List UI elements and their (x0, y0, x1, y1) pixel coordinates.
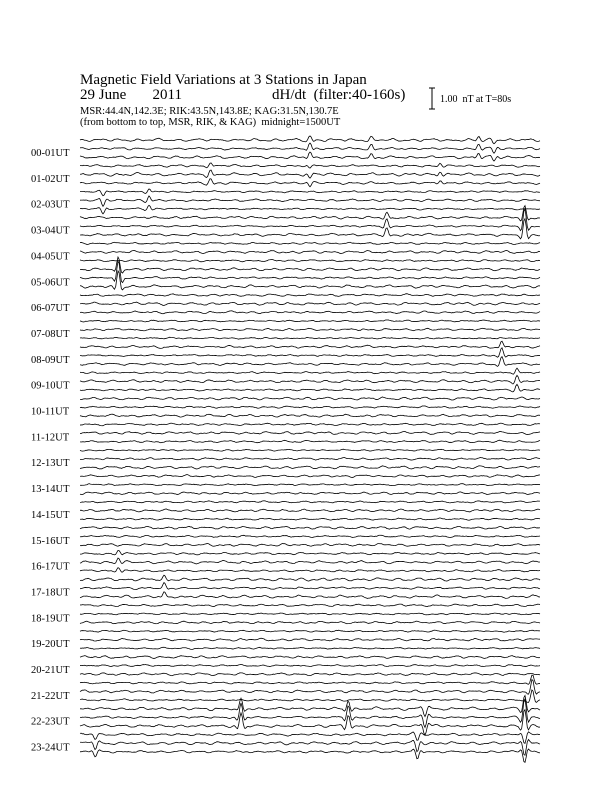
hour-label-group (31, 148, 70, 754)
trace-kag-hour-8 (80, 341, 540, 348)
scale-bar (429, 88, 435, 109)
trace-msr-hour-16 (80, 568, 540, 572)
trace-msr-hour-18 (80, 621, 540, 624)
trace-rik-hour-6 (80, 302, 540, 305)
trace-msr-hour-6 (80, 311, 540, 314)
trace-rik-hour-13 (80, 484, 540, 486)
trace-msr-hour-8 (80, 357, 540, 367)
trace-msr-hour-15 (80, 544, 540, 547)
hour-label: 01-02UT (31, 173, 70, 185)
hour-label: 03-04UT (31, 225, 70, 237)
trace-msr-hour-22 (80, 710, 540, 736)
trace-msr-hour-12 (80, 466, 540, 469)
trace-rik-hour-17 (80, 583, 540, 590)
trace-kag-hour-1 (80, 163, 540, 168)
hour-label: 02-03UT (31, 199, 70, 211)
trace-kag-hour-21 (80, 675, 540, 684)
trace-kag-hour-13 (80, 475, 540, 478)
trace-rik-hour-12 (80, 458, 540, 461)
trace-msr-hour-0 (80, 152, 540, 161)
trace-rik-hour-20 (80, 664, 540, 666)
trace-rik-hour-22 (80, 699, 540, 727)
hour-label: 13-14UT (31, 484, 70, 496)
trace-msr-hour-3 (80, 219, 540, 239)
trace-kag-hour-6 (80, 294, 540, 297)
scale-label: 1.00 nT at T=80s (440, 94, 512, 105)
trace-msr-hour-9 (80, 384, 540, 392)
trace-rik-hour-16 (80, 558, 540, 564)
chart-date: 29 June 2011 (80, 87, 182, 103)
trace-rik-hour-10 (80, 406, 540, 408)
trace-kag-hour-16 (80, 550, 540, 554)
station-coordinates: MSR:44.4N,142.3E; RIK:43.5N,143.8E; KAG:31.5N,130.7E (80, 106, 339, 117)
hour-label: 18-19UT (31, 613, 70, 625)
trace-rik-hour-1 (80, 170, 540, 178)
trace-msr-hour-10 (80, 414, 540, 417)
trace-kag-hour-9 (80, 368, 540, 374)
trace-msr-hour-20 (80, 673, 540, 676)
trace-kag-hour-11 (80, 423, 540, 426)
hour-label: 06-07UT (31, 303, 70, 315)
trace-msr-hour-2 (80, 205, 540, 214)
trace-msr-hour-11 (80, 440, 540, 443)
trace-kag-hour-18 (80, 604, 540, 607)
trace-group (80, 136, 540, 762)
trace-rik-hour-21 (80, 680, 540, 695)
trace-msr-hour-17 (80, 592, 540, 599)
hour-label: 14-15UT (31, 509, 70, 521)
trace-kag-hour-4 (80, 242, 540, 244)
hour-label: 22-23UT (31, 716, 70, 728)
trace-rik-hour-7 (80, 328, 540, 331)
trace-msr-hour-13 (80, 492, 540, 495)
trace-msr-hour-5 (80, 271, 540, 290)
trace-msr-hour-23 (80, 749, 540, 762)
trace-rik-hour-23 (80, 740, 540, 756)
trace-order-note: (from bottom to top, MSR, RIK, & KAG) midnight=1500UT (80, 117, 341, 128)
trace-kag-hour-15 (80, 526, 540, 529)
hour-label: 23-24UT (31, 742, 70, 754)
trace-kag-hour-14 (80, 501, 540, 503)
trace-msr-hour-4 (80, 260, 540, 262)
trace-rik-hour-9 (80, 375, 540, 383)
hour-label: 11-12UT (31, 432, 70, 444)
hour-label: 08-09UT (31, 354, 70, 366)
trace-rik-hour-15 (80, 535, 540, 537)
trace-rik-hour-5 (80, 261, 540, 282)
hour-label: 05-06UT (31, 277, 70, 289)
trace-rik-hour-8 (80, 348, 540, 357)
hour-label: 15-16UT (31, 535, 70, 547)
trace-kag-hour-22 (80, 696, 540, 717)
hour-label: 17-18UT (31, 587, 70, 599)
trace-kag-hour-2 (80, 189, 540, 196)
trace-kag-hour-17 (80, 575, 540, 581)
trace-msr-hour-1 (80, 179, 540, 187)
trace-rik-hour-4 (80, 250, 540, 253)
hour-label: 04-05UT (31, 251, 70, 263)
hour-label: 21-22UT (31, 690, 70, 702)
hour-label: 00-01UT (31, 148, 70, 159)
trace-kag-hour-7 (80, 320, 540, 322)
hour-label: 12-13UT (31, 458, 70, 470)
chart-title: Magnetic Field Variations at 3 Stations in Japan (80, 72, 367, 88)
trace-kag-hour-3 (80, 206, 540, 221)
hour-label: 20-21UT (31, 665, 70, 676)
trace-rik-hour-14 (80, 509, 540, 512)
trace-rik-hour-18 (80, 613, 540, 615)
hour-label: 09-10UT (31, 380, 70, 392)
hour-label: 16-17UT (31, 561, 70, 573)
hour-label: 07-08UT (31, 328, 70, 340)
hour-label: 10-11UT (31, 406, 70, 418)
trace-kag-hour-19 (80, 630, 540, 632)
trace-kag-hour-12 (80, 449, 540, 451)
trace-msr-hour-14 (80, 518, 540, 520)
trace-kag-hour-20 (80, 656, 540, 659)
hour-label: 19-20UT (31, 639, 70, 651)
trace-rik-hour-19 (80, 638, 540, 641)
trace-rik-hour-11 (80, 431, 540, 434)
trace-msr-hour-7 (80, 337, 540, 339)
trace-kag-hour-23 (80, 732, 540, 744)
trace-msr-hour-19 (80, 647, 540, 649)
trace-rik-hour-3 (80, 209, 540, 231)
chart-filter: dH/dt (filter:40-160s) (272, 87, 406, 103)
trace-kag-hour-10 (80, 397, 540, 400)
